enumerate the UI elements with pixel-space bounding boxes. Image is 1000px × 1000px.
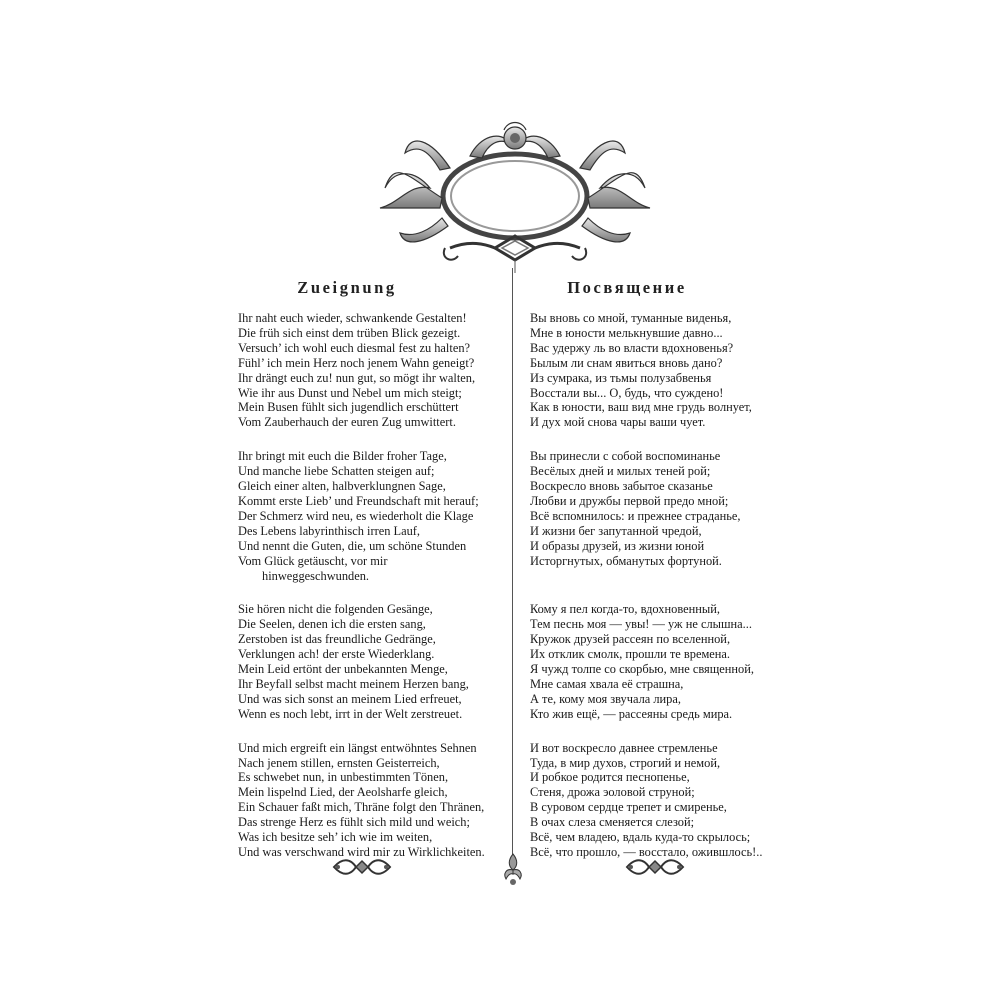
poem-line: Es schwebet nun, in unbestimmten Tönen, [238, 770, 449, 785]
poem-line: Zerstoben ist das freundliche Gedränge, [238, 632, 436, 647]
poem-line: И жизни бег запутанной чредой, [530, 523, 702, 538]
poem-line: Sie hören nicht die folgenden Gesänge, [238, 602, 433, 617]
poem-line: Их отклик смолк, прошли те времена. [530, 647, 731, 662]
poem-line: Кто жив ещё, — рассеяны средь мира. [530, 706, 733, 721]
poem-line: Воскресло вновь забытое сказанье [530, 479, 713, 494]
poem-line: Былым ли снам явиться вновь дано? [530, 355, 723, 370]
poem-line: Я чужд толпе со скорбью, мне священной, [530, 662, 754, 677]
poem-line: Die Seelen, denen ich die ersten sang, [238, 617, 426, 632]
german-stanza-2 [238, 449, 510, 583]
poem-line: Des Lebens labyrinthisch irren Lauf, [238, 523, 421, 538]
poem-line: Mein Busen fühlt sich jugendlich erschüttert [238, 400, 459, 415]
poem-line: Was ich besitze seh’ ich wie im weiten, [238, 830, 433, 845]
poem-line: Мне в юности мелькнувшие давно... [530, 325, 723, 340]
poem-line: Восстали вы... О, будь, что суждено! [530, 385, 724, 400]
german-poem-column [238, 278, 510, 879]
poem-line: И дух мой снова чары ваши чует. [530, 415, 706, 430]
poem-line: Kommt erste Lieb’ und Freundschaft mit herauf; [238, 493, 479, 508]
poem-line: Wenn es noch lebt, irrt in der Welt zerstreuet. [238, 706, 463, 721]
poem-line: Das strenge Herz es fühlt sich mild und weich; [238, 815, 470, 830]
poem-line: Всё, чем владею, вдаль куда-то скрылось; [530, 830, 751, 845]
german-stanza-4 [238, 741, 510, 860]
poem-line: И робкое родится песнопенье, [530, 770, 690, 785]
poem-line: Verklungen ach! der erste Wiederklang. [238, 647, 435, 662]
ornamental-frame-icon [370, 108, 660, 273]
poem-line: Und nennt die Guten, die, um schöne Stunden [238, 538, 467, 553]
column-divider [512, 268, 513, 858]
poem-line: Исторгнутых, обманутых фортуной. [530, 553, 722, 568]
german-stanza-3 [238, 602, 510, 721]
poem-line: Und was sich sonst an meinem Lied erfreuet, [238, 691, 462, 706]
poem-line: Тем песнь моя — увы! — уж не слышна... [530, 617, 752, 632]
poem-line: Und mich ergreift ein längst entwöhntes Sehnen [238, 740, 477, 755]
poem-line: И образы друзей, из жизни юной [530, 538, 705, 553]
poem-line: В суровом сердце трепет и смиренье, [530, 800, 727, 815]
german-stanza-1 [238, 311, 510, 430]
poem-line: Туда, в мир духов, строгий и немой, [530, 755, 721, 770]
poem-line: Ihr drängt euch zu! nun gut, so mögt ihr walten, [238, 370, 476, 385]
poem-line: И вот воскресло давнее стремленье [530, 740, 718, 755]
poem-line: Mein lispelnd Lied, der Aeolsharfe gleich, [238, 785, 448, 800]
poem-line: Versuch’ ich wohl euch diesmal fest zu halten? [238, 340, 471, 355]
russian-stanza-2 [530, 449, 770, 568]
poem-line: Стеня, дрожа эоловой струной; [530, 785, 695, 800]
russian-title: Посвящение [567, 278, 687, 297]
poem-line: Ein Schauer faßt mich, Thräne folgt den Thränen, [238, 800, 485, 815]
poem-line: Ihr naht euch wieder, schwankende Gestalten! [238, 311, 467, 325]
russian-stanza-1 [530, 311, 770, 430]
poem-line: Как в юности, ваш вид мне грудь волнует, [530, 400, 752, 415]
poem-line: hinweggeschwunden. [262, 568, 370, 583]
poem-line: Мне самая хвала её страшна, [530, 676, 684, 691]
german-title: Zueignung [297, 278, 397, 297]
poem-line: Весёлых дней и милых теней рой; [530, 464, 711, 479]
poem-line: Вы вновь со мной, туманные виденья, [530, 311, 732, 325]
poem-line: Und was verschwand wird mir zu Wirklichkeiten. [238, 845, 485, 859]
poem-line: Вы принесли с собой воспоминанье [530, 449, 721, 464]
poem-line: Wie ihr aus Dunst und Nebel um mich steigt; [238, 385, 462, 400]
poem-line: Всё, что прошло, — восстало, ожившлось!.. [530, 844, 763, 859]
poem-line: А те, кому моя звучала лира, [530, 691, 681, 706]
stanza-spacer [530, 588, 770, 603]
poem-line: Вас удержу ль во власти вдохновенья? [530, 340, 734, 355]
poem-line: Любви и дружбы первой предо мной; [530, 493, 729, 508]
poem-line: Nach jenem stillen, ernsten Geisterreich, [238, 755, 440, 770]
poem-line: Und manche liebe Schatten steigen auf; [238, 464, 435, 479]
poem-line: Die früh sich einst dem trüben Blick gezeigt. [238, 325, 461, 340]
poem-line: Кому я пел когда-то, вдохновенный, [530, 602, 720, 617]
poem-line: Кружок друзей рассеян по вселенной, [530, 632, 731, 647]
poem-line: Всё вспомнилось: и прежнее страданье, [530, 508, 741, 523]
poem-line: Ihr Beyfall selbst macht meinem Herzen bang, [238, 676, 469, 691]
poem-line: Gleich einer alten, halbverklungnen Sage, [238, 479, 446, 494]
poem-line: Mein Leid ertönt der unbekannten Menge, [238, 662, 448, 677]
poem-line: Der Schmerz wird neu, es wiederholt die Klage [238, 508, 474, 523]
poem-line: Vom Zauberhauch der euren Zug umwittert. [238, 415, 456, 430]
russian-stanza-4 [530, 741, 770, 860]
russian-poem-column [530, 278, 770, 879]
poem-line: Fühl’ ich mein Herz noch jenem Wahn geneigt? [238, 355, 475, 370]
russian-stanza-3 [530, 602, 770, 721]
poem-line: Vom Glück getäuscht, vor mir [238, 553, 388, 568]
poem-line: Ihr bringt mit euch die Bilder froher Tage, [238, 449, 447, 464]
poem-line: В очах слеза сменяется слезой; [530, 815, 695, 830]
poem-line: Из сумрака, из тьмы полузабвенья [530, 370, 712, 385]
